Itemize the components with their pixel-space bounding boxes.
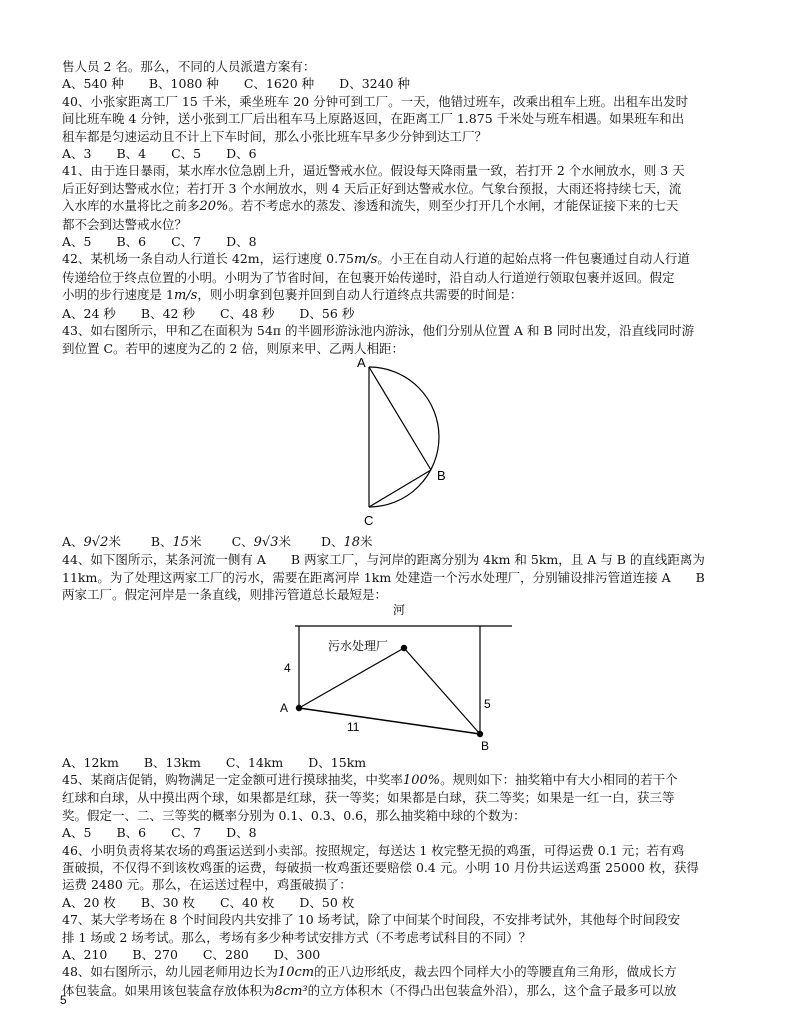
- figure-43-semicircle: [62, 357, 742, 533]
- answer-options-q47: A、210 B、270 C、280 D、300: [62, 947, 321, 962]
- question-46-line: 蛋破损，不仅得不到该枚鸡蛋的运费，每破损一枚鸡蛋还要赔偿 0.4 元。小明 10 月份共运送鸡蛋 25000 枚，获得: [62, 859, 699, 875]
- label-a: A: [280, 700, 289, 715]
- question-44-line: 11km。为了处理这两家工厂的污水，需要在距离河岸 1km 处建造一个污水处理厂，分别铺设排污管道连接 A B: [62, 569, 705, 585]
- question-40-line: 40、小张家距离工厂 15 千米，乘坐班车 20 分钟可到工厂。一天，他错过班车，改乘出租车上班。出租车出发时: [62, 93, 689, 109]
- label-a: A: [357, 356, 366, 370]
- label-b: B: [437, 467, 446, 483]
- figure-44-river: [62, 604, 742, 754]
- question-42-line: 42、某机场一条自动人行道长 42m，运行速度 0.75m/s。小王在自动人行道的起始点将一件包裹通过自动人行道: [62, 251, 690, 268]
- semicircle-diagram: [62, 357, 742, 533]
- river-diagram: [62, 604, 742, 754]
- question-43-line: 到位置 C。若甲的速度为乙的 2 倍，则原来甲、乙两人相距：: [62, 340, 404, 356]
- segment-ab: [299, 708, 480, 734]
- text-line: 售人员 2 名。那么，不同的人员派遣方案有：: [62, 59, 316, 74]
- answer-options-q41: A、5 B、6 C、7 D、8: [62, 234, 257, 250]
- math-unit: m/s: [173, 288, 198, 304]
- math-length: 10cm: [277, 965, 315, 981]
- question-41-line: 后正好到达警戒水位；若打开 3 个水闸放水，则 4 天后正好到达警戒水位。气象台预报，大雨还将持续七天，流: [62, 180, 682, 196]
- answer-options-q44: A、12km B、13km C、14km D、15km: [62, 754, 367, 770]
- question-46-line: 运费 2480 元。那么，在运送过程中，鸡蛋破损了：: [62, 877, 352, 893]
- question-47-line: 47、某大学考场在 8 个时间段内共安排了 10 场考试，除了中间某个时间段，不安排考试外，其他每个时间段安: [62, 912, 681, 928]
- distance-a-label: 4: [284, 660, 291, 675]
- question-42-line: 小明的步行速度是 1m/s，则小明拿到包裹并回到自动人行道终点共需要的时间是：: [62, 287, 523, 304]
- question-41-line: 41、由于连日暴雨，某水库水位急剧上升，逼近警戒水位。假设每天降雨量一致，若打开 2 个水闸放水，则 3 天: [62, 163, 685, 179]
- factory-b-point: [477, 730, 483, 736]
- factory-a-point: [296, 704, 302, 710]
- math-percent: 100%: [402, 772, 441, 788]
- river-label: 河: [393, 603, 406, 617]
- answer-options-q43: A、9√2米 B、15米 C、9√3米 D、18米: [62, 533, 373, 550]
- question-40-line: 租车都是匀速运动且不计上下车时间，那么小张比班车早多少分钟到达工厂？: [62, 128, 488, 144]
- question-43-line: 43、如右图所示，甲和乙在面积为 54π 的半圆形游泳池内游泳，他们分别从位置 A 和 B 同时出发，沿直线同时游: [62, 323, 695, 339]
- question-48-line: 48、如右图所示，幼儿园老师用边长为10cm的正八边形纸皮，裁去四个同样大小的等腰直角三角形，做成长方: [62, 964, 677, 981]
- segment-bc: [369, 470, 431, 507]
- pipe-to-b: [404, 648, 480, 734]
- answer-options-q46: A、20 枚 B、30 枚 C、40 枚 D、50 枚: [62, 894, 355, 910]
- segment-ab: [369, 367, 431, 470]
- answer-options-q42: A、24 秒 B、42 秒 C、48 秒 D、56 秒: [62, 305, 355, 321]
- document-page: [62, 58, 742, 1000]
- answer-options-q40: A、3 B、4 C、5 D、6: [62, 146, 257, 162]
- pipe-to-a: [299, 648, 404, 708]
- treatment-plant-point: [401, 644, 407, 650]
- question-45-line: 红球和白球，从中摸出两个球，如果都是红球，获一等奖；如果都是白球，获二等奖；如果是一红一白，获三等: [62, 790, 675, 806]
- question-44-line: 两家工厂。假定河岸是一条直线，则排污管道总长最短是：: [62, 587, 388, 603]
- treatment-plant-label: 污水处理厂: [328, 638, 389, 653]
- question-47-line: 排 1 场或 2 场考试。那么，考场有多少种考试安排方式（不考虑考试科目的不同）？: [62, 929, 532, 945]
- question-45-line: 奖。假定一、二、三等奖的概率分别为 0.1、0.3、0.6，那么抽奖箱中球的个数为：: [62, 807, 526, 823]
- math-percent: 20%: [199, 199, 229, 215]
- question-48-line: 体包装盒。如果用该包装盒存放体积为8cm³的立方体积木（不得凸出包装盒外沿），那么，这个盒子最多可以放: [62, 982, 677, 999]
- question-40-line: 间比班车晚 4 分钟，送小张到工厂后出租车马上原路返回，在距离工厂 1.875 千米处与班车相遇。如果班车和出: [62, 111, 685, 127]
- label-c: C: [364, 512, 374, 528]
- answer-options-q39: A、540 种 B、1080 种 C、1620 种 D、3240 种: [62, 76, 410, 92]
- label-b: B: [481, 738, 490, 753]
- distance-b-label: 5: [484, 696, 491, 711]
- question-46-line: 46、小明负责将某农场的鸡蛋运送到小卖部。按照规定，每送达 1 枚完整无损的鸡蛋，可得运费 0.1 元；若有鸡: [62, 842, 685, 858]
- math-unit: m/s: [353, 252, 378, 268]
- distance-ab-label: 11: [347, 719, 360, 734]
- page-number: 5: [60, 993, 67, 1007]
- question-41-line: 入水库的水量将比之前多20%。若不考虑水的蒸发、渗透和流失，则至少打开几个水闸，才能保证接下来的七天: [62, 198, 679, 215]
- question-42-line: 传递给位于终点位置的小明。小明为了节省时间，在包裹开始传递时，沿自动人行道逆行领取包裹并返回。假定: [62, 269, 675, 285]
- question-45-line: 45、某商店促销，购物满足一定金额可进行摸球抽奖，中奖率100%。规则如下：抽奖箱中有大小相同的若干个: [62, 771, 678, 788]
- question-41-line: 都不会到达警戒水位？: [62, 216, 188, 232]
- answer-options-q45: A、5 B、6 C、7 D、8: [62, 825, 257, 841]
- math-volume: 8cm³: [274, 983, 308, 999]
- question-44-line: 44、如下图所示，某条河流一侧有 A B 两家工厂，与河岸的距离分别为 4km 和 5km，且 A 与 B 的直线距离为: [62, 552, 705, 568]
